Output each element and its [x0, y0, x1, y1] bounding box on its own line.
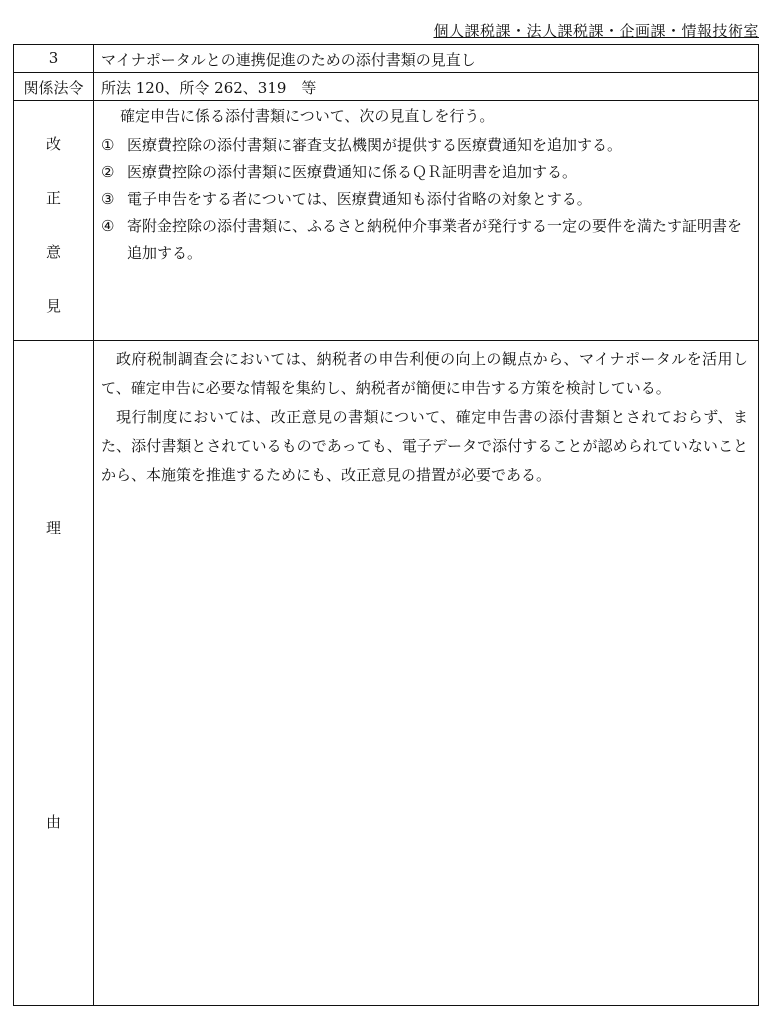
related-law-text: 所法 120、所令 262、319 等 [101, 79, 317, 97]
opinion-intro: 確定申告に係る添付書類について、次の見直しを行う。 [120, 107, 495, 125]
reason-label-char: 由 [45, 813, 61, 831]
proposal-title: マイナポータルとの連携促進のための添付書類の見直し [101, 51, 476, 69]
related-law-label-cell [14, 73, 94, 100]
related-law-label: 関係法令 [23, 79, 84, 97]
related-law-row [14, 73, 758, 101]
opinion-item-text: 医療費控除の添付書類に医療費通知に係るＱＲ証明書を追加する。 [127, 163, 578, 181]
opinion-item-number: ③ [101, 190, 115, 208]
proposal-number-cell [14, 45, 94, 72]
opinion-list [101, 132, 750, 267]
opinion-item-number: ① [101, 136, 115, 154]
proposal-title-row [14, 45, 758, 73]
reason-cell [94, 341, 758, 1005]
department-header: 個人課税課・法人課税課・企画課・情報技術室 [433, 22, 759, 40]
opinion-item [101, 186, 750, 213]
proposal-table [13, 44, 759, 1006]
opinion-label-char: 正 [45, 189, 61, 207]
opinion-label-char: 改 [45, 135, 61, 153]
opinion-label-char: 意 [45, 243, 61, 261]
opinion-item-text: 電子申告をする者については、医療費通知も添付省略の対象とする。 [127, 190, 592, 208]
revision-opinion-cell [94, 101, 758, 340]
opinion-item [101, 213, 750, 267]
reason-paragraph: 現行制度においては、改正意見の書類について、確定申告書の添付書類とされておらず、また、添付書類とされているものであっても、電子データで添付することが認められていないことから、本施策を推進するためにも、改正意見の措置が必要である。 [101, 408, 748, 484]
reason-row [14, 341, 758, 1005]
proposal-title-cell [94, 45, 758, 72]
reason-paragraph: 政府税制調査会においては、納税者の申告利便の向上の観点から、マイナポータルを活用して、確定申告に必要な情報を集約し、納税者が簡便に申告する方策を検討している。 [101, 350, 748, 397]
proposal-number: 3 [48, 49, 59, 67]
opinion-item-number: ② [101, 163, 115, 181]
reason-text [101, 345, 748, 490]
opinion-label-char: 見 [45, 297, 61, 315]
revision-opinion-label-cell [14, 101, 94, 340]
opinion-item [101, 159, 750, 186]
reason-label-char: 理 [45, 519, 61, 537]
related-law-cell [94, 73, 758, 100]
opinion-item [101, 132, 750, 159]
opinion-item-number: ④ [101, 217, 115, 235]
revision-opinion-row [14, 101, 758, 341]
opinion-item-text: 寄附金控除の添付書類に、ふるさと納税仲介事業者が発行する一定の要件を満たす証明書を追加する。 [127, 217, 743, 262]
opinion-item-text: 医療費控除の添付書類に審査支払機関が提供する医療費通知を追加する。 [127, 136, 623, 154]
reason-label-cell [14, 341, 94, 1005]
